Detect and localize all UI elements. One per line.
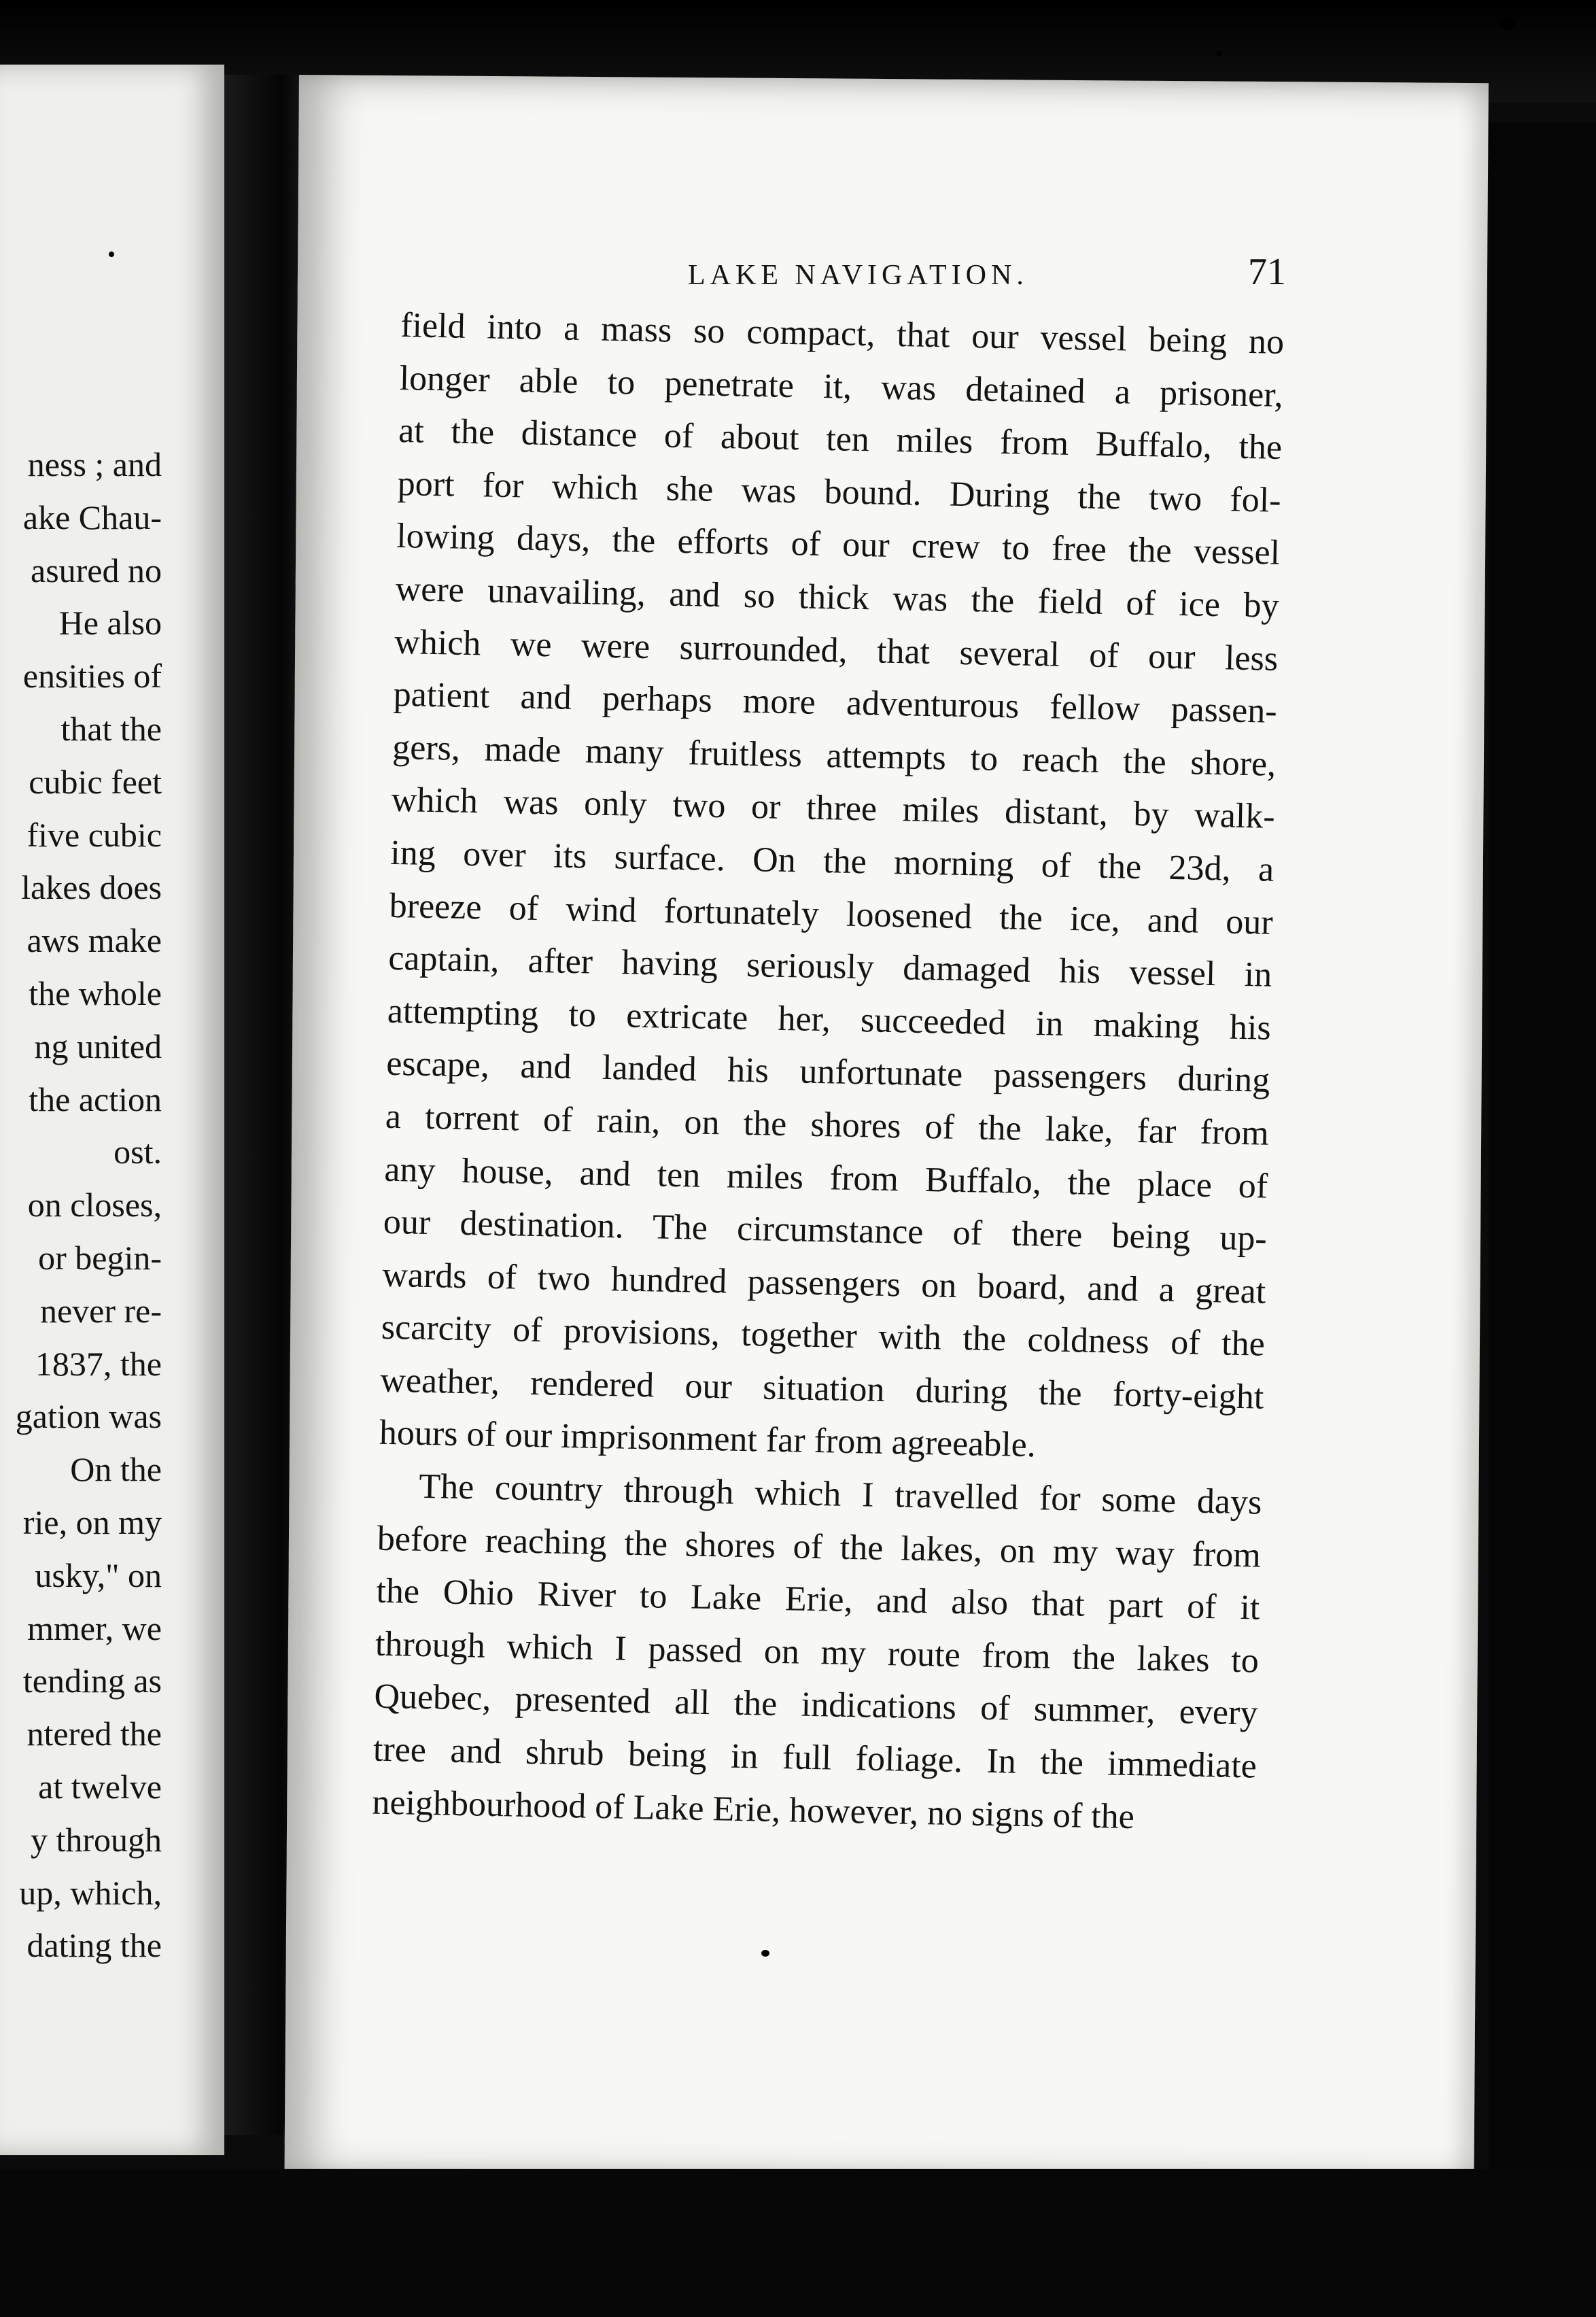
text-line: lowing days, the efforts of our crew to free the vessel: [396, 517, 1281, 573]
dust-speck: [1499, 17, 1516, 29]
text-line: scarcity of provisions, together with the coldness of the: [381, 1308, 1266, 1364]
left-page-line: y through: [30, 1820, 162, 1859]
left-page-line: He also: [58, 604, 162, 642]
text-line: The country through which I travelled for some days: [418, 1466, 1262, 1522]
left-page-line: the action: [29, 1080, 162, 1118]
text-line: port for which she was bound. During the two fol-: [397, 464, 1282, 520]
dust-speck: [1217, 51, 1222, 56]
left-page-line: five cubic: [27, 815, 162, 854]
text-line: through which I passed on my route from the lakes to: [375, 1624, 1260, 1681]
left-page-line: rie, on my: [22, 1503, 162, 1541]
text-line: patient and perhaps more adventurous fellow passen-: [393, 675, 1278, 732]
left-page-line: 1837, the: [35, 1344, 162, 1383]
left-page-line: aws make: [27, 921, 162, 960]
running-head: [389, 250, 1286, 294]
left-page-fragment: [0, 65, 224, 2155]
left-page-line: asured no: [31, 551, 162, 589]
text-line: escape, and landed his unfortunate passengers during: [385, 1044, 1270, 1101]
text-line: our destination. The circumstance of there being up-: [383, 1202, 1268, 1258]
left-page-line: that the: [60, 709, 162, 748]
dust-speck: [761, 1950, 769, 1957]
left-page-line: or begin-: [38, 1238, 162, 1277]
left-page-line: gation was: [15, 1397, 162, 1436]
left-page-line: tending as: [22, 1662, 162, 1700]
left-page-line: at twelve: [38, 1767, 162, 1806]
left-page-line: ng united: [34, 1027, 162, 1065]
text-line: tree and shrub being in full foliage. In the immediate: [372, 1730, 1257, 1786]
text-line: which was only two or three miles distant, by walk-: [391, 780, 1276, 837]
text-line: a torrent of rain, on the shores of the lake, far from: [385, 1097, 1270, 1153]
text-line: attempting to extricate her, succeeded in making his: [387, 991, 1272, 1048]
running-head-title: LAKE NAVIGATION.: [688, 260, 1028, 291]
text-line: at the distance of about ten miles from Buffalo, the: [398, 411, 1283, 468]
left-page-line: the whole: [29, 974, 162, 1012]
text-line: field into a mass so compact, that our vessel being no: [400, 305, 1285, 362]
text-line: hours of our imprisonment far from agreeable.: [379, 1413, 1037, 1465]
text-line: ing over its surface. On the morning of the 23d, a: [389, 833, 1274, 889]
left-page-line: ntered the: [27, 1715, 162, 1753]
left-page-line: ost.: [114, 1133, 162, 1171]
left-page-line: lakes does: [21, 868, 162, 907]
left-page-line: on closes,: [27, 1186, 162, 1224]
text-line: weather, rendered our situation during the forty-eight: [379, 1360, 1264, 1417]
left-page-line: usky," on: [35, 1556, 162, 1594]
text-line: Quebec, presented all the indications of summer, every: [373, 1677, 1258, 1734]
left-page-text: [16, 439, 162, 1972]
text-line: breeze of wind fortunately loosened the ice, and our: [389, 886, 1274, 942]
text-line: any house, and ten miles from Buffalo, the place of: [383, 1150, 1268, 1206]
left-page-line: dating the: [27, 1926, 162, 1965]
text-line: neighbourhood of Lake Erie, however, no signs of the: [372, 1783, 1135, 1836]
left-page-line: cubic feet: [29, 762, 162, 801]
left-page-line: up, which,: [19, 1873, 162, 1912]
text-line: captain, after having seriously damaged his vessel in: [387, 938, 1272, 995]
left-page-line: ness ; and: [27, 445, 162, 483]
text-line: gers, made many fruitless attempts to reach the shore,: [392, 727, 1277, 784]
left-page-line: never re-: [39, 1291, 162, 1330]
text-line: the Ohio River to Lake Erie, and also that part of it: [375, 1571, 1260, 1628]
page-number: 71: [1248, 251, 1286, 293]
left-page-line: On the: [70, 1450, 162, 1489]
left-page-line: ake Chau-: [22, 498, 162, 536]
dust-speck: [109, 252, 114, 257]
left-page-line: mmer, we: [27, 1609, 162, 1647]
text-line: wards of two hundred passengers on board, and a great: [381, 1255, 1266, 1311]
scan-right-border: [1489, 122, 1596, 2317]
text-line: longer able to penetrate it, was detained a prisoner,: [399, 358, 1284, 415]
body-text: [372, 299, 1285, 1846]
left-page-line: ensities of: [22, 657, 162, 696]
text-line: were unavailing, and so thick was the field of ice by: [395, 569, 1280, 625]
scan-bottom-border: [0, 2169, 1596, 2317]
text-line: which we were surrounded, that several of our less: [394, 622, 1279, 679]
text-line: before reaching the shores of the lakes, on my way from: [377, 1519, 1262, 1575]
